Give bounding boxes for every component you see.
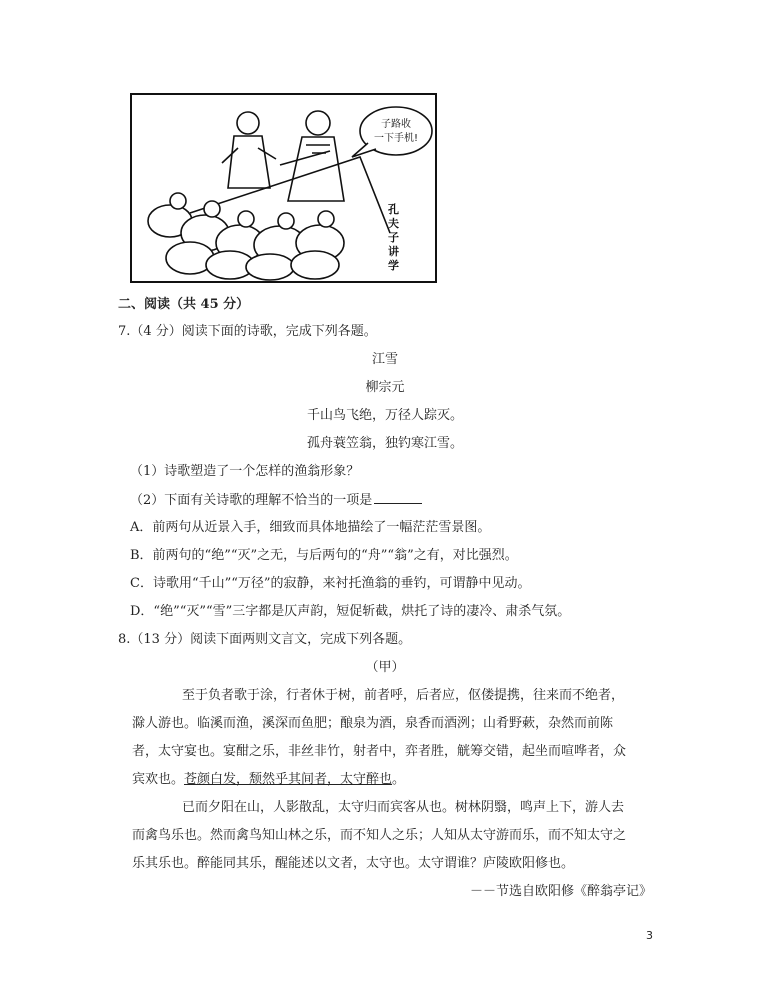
caption-char: 讲 bbox=[388, 245, 399, 258]
caption-char: 子 bbox=[388, 231, 399, 244]
passage-source: －－节选自欧阳修《醉翁亭记》 bbox=[470, 884, 653, 899]
poem-title: 江雪 bbox=[371, 352, 398, 367]
section-heading: 二、阅读（共 45 分） bbox=[118, 297, 250, 312]
poem-line-2: 孤舟蓑笠翁，独钓寒江雪。 bbox=[306, 436, 463, 451]
page-number: 3 bbox=[646, 929, 653, 942]
passage-line: 至于负者歌于涂，行者休于树，前者呼，后者应，伛偻提携，往来而不绝者， bbox=[182, 688, 625, 703]
answer-blank bbox=[374, 491, 422, 504]
speech-line-2: 一下手机! bbox=[373, 133, 419, 144]
passage-line: 滁人游也。临溪而渔，溪深而鱼肥；酿泉为酒，泉香而酒洌；山肴野蔌，杂然而前陈 bbox=[132, 716, 614, 731]
passage-line: 宾欢也。苍颜白发，颓然乎其间者，太守醉也。 bbox=[132, 772, 406, 787]
caption-char: 学 bbox=[388, 259, 399, 272]
passage-line: 乐其乐也。醉能同其乐，醒能述以文者，太守也。太守谓谁？庐陵欧阳修也。 bbox=[132, 856, 575, 871]
caption-char: 孔 bbox=[388, 203, 399, 216]
question-7-stem: 7.（4 分）阅读下面的诗歌，完成下列各题。 bbox=[118, 324, 377, 339]
option-a: A．前两句从近景入手，细致而具体地描绘了一幅茫茫雪景图。 bbox=[130, 520, 491, 535]
speech-line-1: 子路收 bbox=[381, 119, 411, 130]
option-b: B．前两句的“绝”“灭”之无，与后两句的“舟”“翁”之有，对比强烈。 bbox=[130, 548, 518, 563]
poem-line-1: 千山鸟飞绝，万径人踪灭。 bbox=[306, 408, 463, 423]
poem-author: 柳宗元 bbox=[365, 380, 405, 395]
passage-line: 者，太守宴也。宴酣之乐，非丝非竹，射者中，弈者胜，觥筹交错，起坐而喧哗者，众 bbox=[132, 744, 627, 759]
question-7-sub-1: （1）诗歌塑造了一个怎样的渔翁形象？ bbox=[130, 464, 360, 479]
passage-line: 而禽鸟乐也。然而禽鸟知山林之乐，而不知人之乐；人知从太守游而乐，而不知太守之 bbox=[132, 828, 627, 843]
underlined-sentence: 苍颜白发，颓然乎其间者，太守醉也 bbox=[184, 772, 393, 787]
option-c: C．诗歌用“千山”“万径”的寂静，来衬托渔翁的垂钓，可谓静中见动。 bbox=[130, 576, 531, 591]
confucius-cartoon-image bbox=[130, 93, 437, 283]
passage-label: （甲） bbox=[365, 660, 405, 675]
option-d: D．“绝”“灭”“雪”三字都是仄声韵，短促斩截，烘托了诗的凄冷、肃杀气氛。 bbox=[130, 604, 571, 619]
question-7-sub-2: （2）下面有关诗歌的理解不恰当的一项是 bbox=[130, 491, 422, 510]
passage-line: 已而夕阳在山，人影散乱，太守归而宾客从也。树林阴翳，鸣声上下，游人去 bbox=[182, 800, 625, 815]
caption-char: 夫 bbox=[388, 217, 399, 230]
question-8-stem: 8.（13 分）阅读下面两则文言文，完成下列各题。 bbox=[118, 632, 412, 647]
